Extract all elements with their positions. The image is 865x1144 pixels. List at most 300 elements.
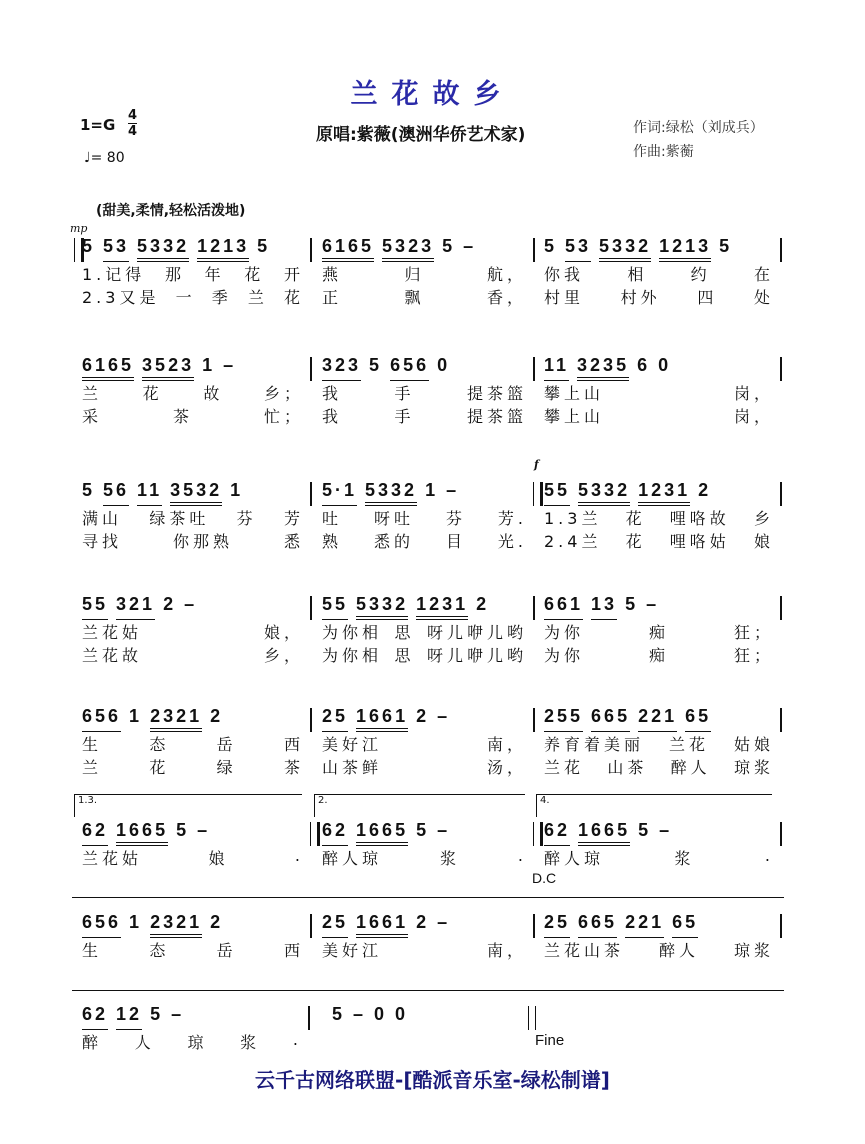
measure	[322, 236, 527, 308]
measure	[82, 1004, 302, 1053]
notes-row	[544, 706, 774, 732]
notes-row	[544, 480, 774, 506]
note-group: –	[437, 912, 451, 932]
barline	[310, 596, 312, 620]
lyric-word: .	[764, 846, 774, 865]
note-group: 11	[544, 355, 569, 381]
note-group: 5332	[599, 236, 651, 262]
measure	[540, 795, 774, 869]
lyric-word: 山茶鲜	[322, 758, 383, 777]
repeat-end-barline	[533, 822, 543, 846]
note-group: 1	[129, 706, 143, 726]
note-group: 6165	[82, 355, 134, 381]
expression-marking: (甜美,柔情,轻松活泼地)	[96, 203, 246, 219]
note-group: 1	[129, 912, 143, 932]
lyric-word: 态	[149, 941, 170, 960]
lyric-word: 故	[203, 384, 224, 403]
lyric-word: 花	[244, 265, 265, 284]
lyric-word: 山茶	[607, 758, 648, 777]
lyric-line	[544, 404, 774, 427]
score-system	[0, 236, 865, 316]
lyric-word: 忙；	[263, 407, 304, 426]
notes-row	[544, 355, 774, 381]
lyric-word: 为你相	[322, 646, 383, 665]
note-group: 323	[322, 355, 361, 381]
note-group: 1231	[638, 480, 690, 506]
lyric-word: 岳	[216, 735, 237, 754]
lyric-word: 村里	[544, 288, 585, 307]
barline	[310, 357, 312, 381]
note-group: 1	[230, 480, 244, 500]
note-group: 62	[82, 1004, 108, 1030]
lyric-word: 兰花山茶	[544, 941, 625, 960]
note-group: 53	[103, 236, 129, 262]
note-group: 1661	[356, 706, 408, 732]
lyric-line	[544, 285, 774, 308]
note-group: –	[353, 1004, 367, 1024]
notes-row	[82, 1004, 302, 1030]
lyric-word: 茶	[172, 407, 193, 426]
lyric-line	[322, 620, 527, 643]
lyric-line	[82, 846, 304, 869]
note-group: 656	[82, 706, 121, 732]
score-system	[0, 706, 865, 786]
lyric-word: 在	[753, 265, 774, 284]
lyric-word: 熟	[322, 532, 343, 551]
lyric-word: 狂；	[733, 623, 774, 642]
lyric-line	[544, 506, 774, 529]
lyric-word: 1.3兰	[544, 509, 602, 528]
lyric-word: 浆	[674, 849, 695, 868]
note-group: 5	[82, 236, 96, 256]
note-group: –	[463, 236, 477, 256]
note-group: 3523	[142, 355, 194, 381]
note-group: 53	[565, 236, 591, 262]
notes-row	[82, 912, 304, 938]
system-divider	[72, 990, 784, 991]
note-group: 5	[369, 355, 383, 375]
tempo-marking: ♩= 80	[84, 150, 125, 166]
lyric-word: 姑娘	[733, 735, 774, 754]
measure	[82, 594, 304, 666]
note-group: 5	[625, 594, 639, 614]
note-group: –	[184, 594, 198, 614]
barline	[310, 708, 312, 732]
lyric-word: 花	[283, 288, 304, 307]
lyric-line	[82, 620, 304, 643]
measure	[544, 706, 774, 778]
notes-row	[82, 706, 304, 732]
lyric-word: 我	[322, 407, 343, 426]
volta-bracket: 4.	[536, 794, 772, 817]
lyric-word: 琼浆	[733, 941, 774, 960]
lyric-line	[82, 643, 304, 666]
note-group: –	[437, 820, 451, 840]
note-group: 62	[82, 820, 108, 846]
lyric-word: 花	[625, 509, 646, 528]
score-system	[0, 480, 865, 560]
lyric-line	[544, 732, 774, 755]
notes-row	[322, 912, 527, 938]
note-group: 6165	[322, 236, 374, 262]
note-group: 1213	[197, 236, 249, 262]
lyric-word: 你我	[544, 265, 585, 284]
note-group: 1	[425, 480, 439, 500]
lyric-word: 寻找	[82, 532, 123, 551]
volta-bracket: 1.3.	[74, 794, 302, 817]
notes-row	[82, 355, 304, 381]
note-group: –	[446, 480, 460, 500]
lyric-word: 我	[322, 384, 343, 403]
lyric-word: 开	[283, 265, 304, 284]
note-group: –	[659, 820, 673, 840]
measure	[82, 236, 304, 308]
lyric-line	[322, 381, 527, 404]
lyric-line	[544, 620, 774, 643]
lyric-word: 呀儿咿儿哟	[426, 623, 527, 642]
lyric-line	[82, 755, 304, 778]
lyric-word: 悉的	[373, 532, 414, 551]
lyric-word: 提茶篮	[466, 384, 527, 403]
lyric-word: 季	[211, 288, 232, 307]
lyric-word: 痴	[648, 623, 669, 642]
notes-row	[82, 236, 304, 262]
note-group: 1213	[659, 236, 711, 262]
note-group: 62	[322, 820, 348, 846]
lyricist: 作词:绿松（刘成兵）	[633, 120, 764, 136]
barline	[533, 596, 535, 620]
note-group: 656	[82, 912, 121, 938]
lyric-word: 兰花姑	[82, 849, 143, 868]
notes-row	[322, 480, 527, 506]
credits	[633, 116, 764, 164]
lyric-word: 村外	[620, 288, 661, 307]
lyric-word: 手	[394, 407, 415, 426]
measure	[78, 795, 304, 869]
note-group: 5332	[356, 594, 408, 620]
system-divider	[72, 897, 784, 898]
lyric-word: 1.记得	[82, 265, 146, 284]
note-group: 1665	[578, 820, 630, 846]
lyric-word: 吐	[322, 509, 343, 528]
lyric-word: 乡	[753, 509, 774, 528]
note-group: 5	[719, 236, 733, 256]
note-group: 2	[210, 706, 224, 726]
note-group: –	[171, 1004, 185, 1024]
note-group: –	[197, 820, 211, 840]
lyric-word: 呀吐	[373, 509, 414, 528]
note-group: –	[437, 706, 451, 726]
lyric-line	[82, 262, 304, 285]
note-group: 321	[116, 594, 155, 620]
note-group: 5	[416, 820, 430, 840]
lyric-word: 美好江	[322, 735, 383, 754]
lyric-word: 手	[394, 384, 415, 403]
key-signature: 1=G	[80, 116, 116, 134]
note-group: 5	[638, 820, 652, 840]
score-system	[0, 355, 865, 435]
lyric-line	[322, 846, 527, 869]
note-group: 5332	[365, 480, 417, 506]
lyric-word: 美好江	[322, 941, 383, 960]
lyric-word: 浆	[240, 1033, 261, 1052]
lyric-word: 茶	[283, 758, 304, 777]
repeat-end-barline	[310, 822, 320, 846]
lyric-word: 岗，	[733, 384, 774, 403]
note-group: 55	[544, 480, 570, 506]
song-title: 兰花故乡	[350, 79, 515, 110]
lyric-word: 生	[82, 735, 103, 754]
note-group: 11	[137, 480, 162, 506]
measure	[544, 594, 774, 666]
note-group: 1665	[116, 820, 168, 846]
note-group: 2	[210, 912, 224, 932]
lyric-word: 南，	[486, 735, 527, 754]
note-group: 5	[544, 236, 558, 256]
lyric-line	[544, 846, 774, 869]
note-group: 5	[332, 1004, 346, 1024]
lyric-word: 四	[697, 288, 718, 307]
lyric-word: 目	[445, 532, 466, 551]
measure	[544, 480, 774, 552]
lyric-line	[322, 285, 527, 308]
lyric-word: 处	[753, 288, 774, 307]
lyric-word: 正	[322, 288, 343, 307]
lyric-word: .	[517, 846, 527, 865]
note-group: 661	[544, 594, 583, 620]
barline	[533, 708, 535, 732]
lyric-word: 乡；	[263, 384, 304, 403]
lyric-line	[322, 643, 527, 666]
lyric-line	[544, 643, 774, 666]
lyric-line	[544, 938, 774, 961]
note-group: 656	[390, 355, 429, 381]
lyric-line	[322, 262, 527, 285]
lyric-line	[322, 755, 527, 778]
lyric-word: 岳	[216, 941, 237, 960]
lyric-word: 2.4兰	[544, 532, 602, 551]
note-group: 0	[658, 355, 672, 375]
score-system	[0, 594, 865, 674]
notes-row	[544, 820, 774, 846]
lyric-word: 年	[204, 265, 225, 284]
lyric-line	[332, 1030, 522, 1053]
note-group: 25	[322, 912, 348, 938]
barline	[780, 482, 782, 506]
barline	[780, 914, 782, 938]
lyric-word: 花	[625, 532, 646, 551]
lyric-word: 芬	[236, 509, 257, 528]
note-group: 5	[176, 820, 190, 840]
measure	[82, 706, 304, 778]
lyric-line	[544, 755, 774, 778]
lyric-word: 悉	[283, 532, 304, 551]
barline	[780, 822, 782, 846]
dynamic-f: f	[534, 458, 539, 471]
note-group: –	[223, 355, 237, 375]
note-group: 5332	[137, 236, 189, 262]
score-system	[0, 912, 865, 992]
measure	[322, 594, 527, 666]
lyric-line	[322, 529, 527, 552]
barline	[308, 1006, 310, 1030]
note-group: 2321	[150, 912, 202, 938]
notes-row	[82, 480, 304, 506]
lyric-word: 你那熟	[172, 532, 233, 551]
notes-row	[332, 1004, 522, 1030]
lyric-word: 哩咯姑	[669, 532, 730, 551]
notes-row	[544, 912, 774, 938]
note-group: 25	[322, 706, 348, 732]
barline	[780, 708, 782, 732]
note-group: 5·1	[322, 480, 357, 506]
barline	[533, 357, 535, 381]
lyric-word: 归	[404, 265, 425, 284]
notes-row	[544, 594, 774, 620]
note-group: 1665	[356, 820, 408, 846]
note-group: 665	[591, 706, 630, 732]
measure	[544, 236, 774, 308]
measure	[332, 1004, 522, 1053]
lyric-line	[322, 506, 527, 529]
measure	[82, 355, 304, 427]
note-group: 1661	[356, 912, 408, 938]
lyric-word: 醉人琼	[322, 849, 383, 868]
note-group: 5	[150, 1004, 164, 1024]
dynamic-mp: mp	[70, 222, 88, 235]
note-group: 65	[685, 706, 711, 732]
barline	[310, 914, 312, 938]
lyric-word: 航，	[486, 265, 527, 284]
lyric-line	[322, 404, 527, 427]
lyric-word: 提茶篮	[466, 407, 527, 426]
lyric-line	[544, 262, 774, 285]
lyric-word: 芳	[283, 509, 304, 528]
lyric-word: 醉人	[658, 941, 699, 960]
time-sig-top: 4	[128, 108, 138, 123]
lyric-word: .	[292, 1030, 302, 1049]
lyric-word: .	[294, 846, 304, 865]
barline	[780, 357, 782, 381]
lyric-word: 岗，	[733, 407, 774, 426]
lyric-word: 香，	[486, 288, 527, 307]
lyric-word: 绿茶吐	[149, 509, 210, 528]
lyric-word: 光.	[497, 532, 527, 551]
lyric-line	[82, 506, 304, 529]
lyric-word: 花	[142, 384, 163, 403]
lyric-word: 乡，	[263, 646, 304, 665]
lyric-word: 兰	[82, 384, 103, 403]
note-group: 0	[395, 1004, 409, 1024]
lyric-word: 飘	[404, 288, 425, 307]
note-group: 5	[82, 480, 96, 500]
note-group: 0	[374, 1004, 388, 1024]
note-group: 2	[698, 480, 712, 500]
measure	[544, 355, 774, 427]
da-capo-marking: D.C	[532, 870, 557, 886]
lyric-word: 人	[134, 1033, 155, 1052]
notes-row	[322, 236, 527, 262]
repeat-barline	[533, 482, 543, 506]
notes-row	[322, 355, 527, 381]
measure	[82, 912, 304, 961]
lyric-word: 思	[394, 623, 415, 642]
lyric-line	[544, 529, 774, 552]
measure	[544, 912, 774, 961]
lyric-word: 绿	[216, 758, 237, 777]
lyric-word: 痴	[648, 646, 669, 665]
measure	[322, 912, 527, 961]
note-group: 12	[116, 1004, 142, 1030]
measure	[82, 480, 304, 552]
note-group: 221	[625, 912, 664, 938]
barline	[780, 238, 782, 262]
measure	[322, 706, 527, 778]
barline	[533, 914, 535, 938]
lyric-word: 攀上山	[544, 407, 605, 426]
lyric-line	[82, 1030, 302, 1053]
lyric-word: 娘	[208, 849, 229, 868]
lyric-word: 为你相	[322, 623, 383, 642]
lyric-word: 西	[283, 941, 304, 960]
note-group: 1231	[416, 594, 468, 620]
lyric-word: 思	[394, 646, 415, 665]
barline	[310, 482, 312, 506]
note-group: 13	[591, 594, 617, 620]
lyric-word: 琼浆	[733, 758, 774, 777]
lyric-word: 采	[82, 407, 103, 426]
barline	[533, 238, 535, 262]
lyric-word: 生	[82, 941, 103, 960]
lyric-word: 燕	[322, 265, 343, 284]
lyric-word: 兰花	[668, 735, 709, 754]
lyric-line	[322, 732, 527, 755]
lyric-word: 南，	[486, 941, 527, 960]
lyric-line	[322, 938, 527, 961]
lyric-word: 醉	[82, 1033, 103, 1052]
note-group: 2	[163, 594, 177, 614]
note-group: 65	[672, 912, 698, 938]
lyric-word: 那	[164, 265, 185, 284]
composer: 作曲:紫蘅	[633, 144, 694, 160]
notes-row	[82, 594, 304, 620]
final-barline	[528, 1006, 536, 1030]
notes-row	[82, 820, 304, 846]
note-group: 5	[257, 236, 271, 256]
lyric-word: 呀儿咿儿哟	[426, 646, 527, 665]
volta-bracket: 2.	[314, 794, 525, 817]
note-group: 665	[578, 912, 617, 938]
lyric-word: 芬	[445, 509, 466, 528]
lyric-word: 兰	[82, 758, 103, 777]
lyric-word: 娘，	[263, 623, 304, 642]
note-group: 25	[544, 912, 570, 938]
note-group: 0	[437, 355, 451, 375]
lyric-word: 养育着美丽	[544, 735, 645, 754]
lyric-word: 态	[149, 735, 170, 754]
lyric-word: 一	[175, 288, 196, 307]
note-group: –	[646, 594, 660, 614]
note-group: 5323	[382, 236, 434, 262]
lyric-line	[82, 938, 304, 961]
note-group: 3532	[170, 480, 222, 506]
lyric-word: 浆	[439, 849, 460, 868]
lyric-line	[544, 381, 774, 404]
note-group: 3235	[577, 355, 629, 381]
barline	[780, 596, 782, 620]
lyric-word: 琼	[187, 1033, 208, 1052]
lyric-word: 娘	[753, 532, 774, 551]
